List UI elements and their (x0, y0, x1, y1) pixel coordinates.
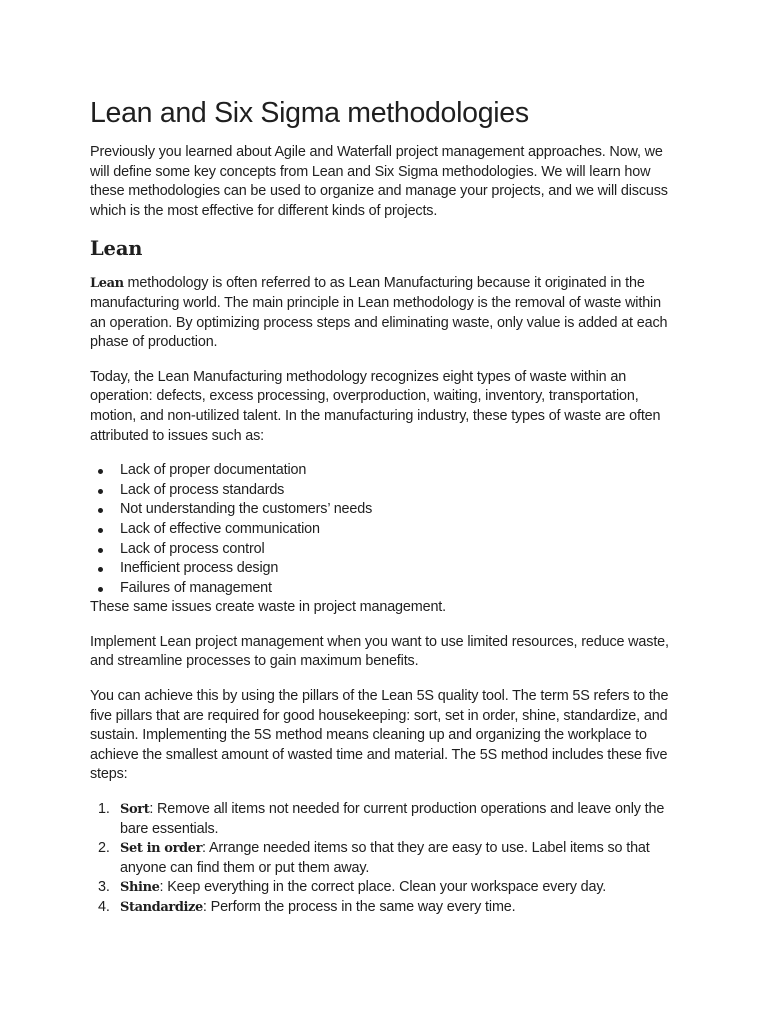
step-item (98, 839, 680, 878)
list-item: Lack of proper documentation (120, 461, 680, 481)
step-number: 4. (98, 899, 110, 915)
step-number: 3. (98, 879, 110, 896)
step-text: Arrange needed items so that they are easy to use. Label items so that anyone can find them or put them away. (120, 840, 650, 876)
step-text: Remove all items not needed for current production operations and leave only the bare essentials. (120, 801, 665, 837)
step-separator: : (159, 879, 168, 896)
waste-types-paragraph: Today, the Lean Manufacturing methodology recognizes eight types of waste within an operation: defects, excess processing, overproduction, waiting, inventory, transportation, motion, and non-utilized talent. In the manufacturing industry, these types of waste are often attributed to issues such as: (90, 368, 661, 444)
step-term: Standardize (120, 900, 203, 915)
implement-paragraph: Implement Lean project management when you want to use limited resources, reduce waste, and streamline processes to gain maximum benefits. (90, 633, 669, 670)
step-number: 2. (98, 840, 110, 857)
document-page (90, 95, 680, 918)
step-term: Set in order (120, 841, 203, 857)
list-item: Lack of process standards (120, 481, 680, 501)
lean-definition-text: methodology is often referred to as Lean Manufacturing because it originated in the manufacturing world. The main principle in Lean methodology is the removal of waste within an operation. By optimizing process steps and eliminating waste, only value is added at each phase of production. (90, 275, 668, 351)
issues-summary: These same issues create waste in project management. (90, 599, 446, 616)
intro-paragraph: Previously you learned about Agile and Waterfall project management approaches. Now, we will define some key concepts from Lean and Six Sigma methodologies. We will learn how these methodologies can be used to organize and manage your projects, and we will discuss which is the most effective for different kinds of projects. (90, 144, 668, 219)
list-item: Not understanding the customers’ needs (120, 500, 680, 520)
step-text: Perform the process in the same way every time. (210, 899, 516, 915)
step-item (98, 878, 680, 898)
five-s-paragraph: You can achieve this by using the pillars of the Lean 5S quality tool. The term 5S refers to the five pillars that are required for good housekeeping: sort, set in order, shine, standardize, and sustain. Implementing the 5S method means cleaning up and organizing the workplace to achieve the smallest amount of wasted time and material. The 5S method includes these five steps: (90, 688, 669, 783)
step-separator: : (202, 899, 211, 915)
step-item (98, 898, 680, 918)
page-title: Lean and Six Sigma methodologies (90, 97, 529, 129)
list-item: Inefficient process design (120, 559, 680, 579)
list-item: Failures of management (120, 579, 680, 599)
step-term: Sort (120, 802, 150, 818)
five-s-steps-list (90, 800, 680, 918)
step-separator: : (149, 801, 158, 818)
step-item (98, 800, 680, 839)
section-heading-lean: Lean (90, 237, 143, 261)
lean-term: Lean (90, 276, 124, 292)
list-item: Lack of effective communication (120, 520, 680, 540)
issues-list (90, 461, 680, 598)
lean-definition-paragraph (90, 274, 680, 352)
step-term: Shine (120, 880, 160, 896)
step-number: 1. (98, 801, 110, 818)
list-item: Lack of process control (120, 540, 680, 560)
step-text: Keep everything in the correct place. Clean your workspace every day. (167, 879, 607, 896)
step-separator: : (202, 840, 209, 857)
